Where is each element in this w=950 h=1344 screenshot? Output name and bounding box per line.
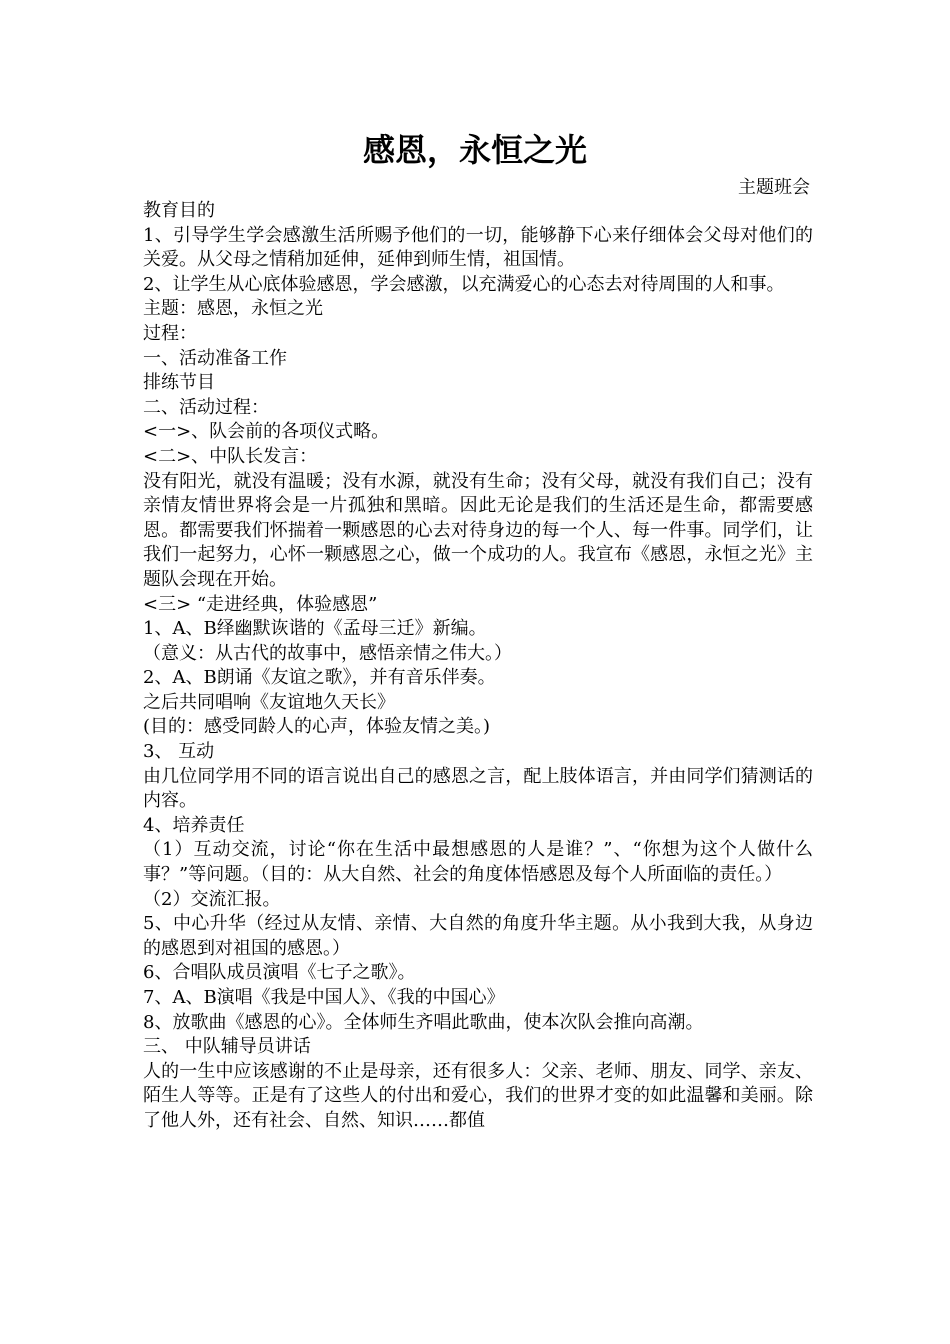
paragraph: 4、培养责任 <box>143 814 245 836</box>
paragraph: 过程： <box>143 322 197 344</box>
paragraph: 7、A、B演唱《我是中国人》、《我的中国心》 <box>143 987 505 1008</box>
paragraph: 排练节目 <box>143 372 215 394</box>
paragraph: 3、 互动 <box>143 741 215 763</box>
document-body <box>143 199 813 1134</box>
paragraph: 2、让学生从心底体验感恩，学会感激，以充满爱心的心态去对待周围的人和事。 <box>143 273 785 295</box>
paragraph: 5、中心升华（经过从友情、亲情、大自然的角度升华主题。从小我到大我，从身边的感恩到对祖国的感恩。） <box>143 913 813 959</box>
paragraph: 一、活动准备工作 <box>143 347 287 369</box>
document-subtitle: 主题班会 <box>738 177 810 198</box>
paragraph: <二>、中队长发言： <box>143 445 318 467</box>
paragraph: 6、合唱队成员演唱《七子之歌》。 <box>143 962 416 984</box>
paragraph: （2）交流汇报。 <box>143 888 281 910</box>
paragraph: （意义：从古代的故事中，感悟亲情之伟大。） <box>143 642 512 664</box>
paragraph: 2、A、B朗诵《友谊之歌》，并有音乐伴奏。 <box>143 667 496 689</box>
paragraph: 没有阳光，就没有温暖；没有水源，就没有生命；没有父母，就没有我们自己；没有亲情友情世界将会是一片孤独和黑暗。因此无论是我们的生活还是生命，都需要感恩。都需要我们怀揣着一颗感恩的心去对待身边的每一个人、每一件事。同学们，让我们一起努力，心怀一颗感恩之心，做一个成功的人。我宣布《感恩，永恒之光》主题队会现在开始。 <box>143 470 813 590</box>
paragraph: （1）互动交流，讨论“你在生活中最想感恩的人是谁？”、“你想为这个人做什么事？”等问题。（目的：从大自然、社会的角度体悟感恩及每个人所面临的责任。） <box>143 839 813 886</box>
paragraph: 由几位同学用不同的语言说出自己的感恩之言，配上肢体语言，并由同学们猜测话的内容。 <box>143 765 813 812</box>
paragraph: <一>、队会前的各项仪式略。 <box>143 421 390 443</box>
paragraph: (目的：感受同龄人的心声，体验友情之美。) <box>143 716 491 738</box>
document-title: 感恩，永恒之光 <box>362 131 587 169</box>
paragraph: 8、放歌曲《感恩的心》。全体师生齐唱此歌曲，使本次队会推向高潮。 <box>143 1011 704 1033</box>
paragraph: 1、A、B绎幽默诙谐的《孟母三迁》新编。 <box>143 618 487 640</box>
paragraph: 1、引导学生学会感激生活所赐予他们的一切，能够静下心来仔细体会父母对他们的关爱。从父母之情稍加延伸，延伸到师生情，祖国情。 <box>143 224 813 271</box>
paragraph: 教育目的 <box>143 200 215 221</box>
paragraph: 人的一生中应该感谢的不止是母亲，还有很多人：父亲、老师、朋友、同学、亲友、陌生人等等。正是有了这些人的付出和爱心，我们的世界才变的如此温馨和美丽。除了他人外，还有社会、自然、知识……都值 <box>143 1060 813 1131</box>
paragraph: 二、活动过程： <box>143 396 269 418</box>
paragraph: <三> “走进经典，体验感恩” <box>143 593 378 615</box>
paragraph: 主题：感恩，永恒之光 <box>143 298 323 320</box>
paragraph: 三、 中队辅导员讲话 <box>143 1036 311 1058</box>
paragraph: 之后共同唱响《友谊地久天长》 <box>143 691 395 713</box>
